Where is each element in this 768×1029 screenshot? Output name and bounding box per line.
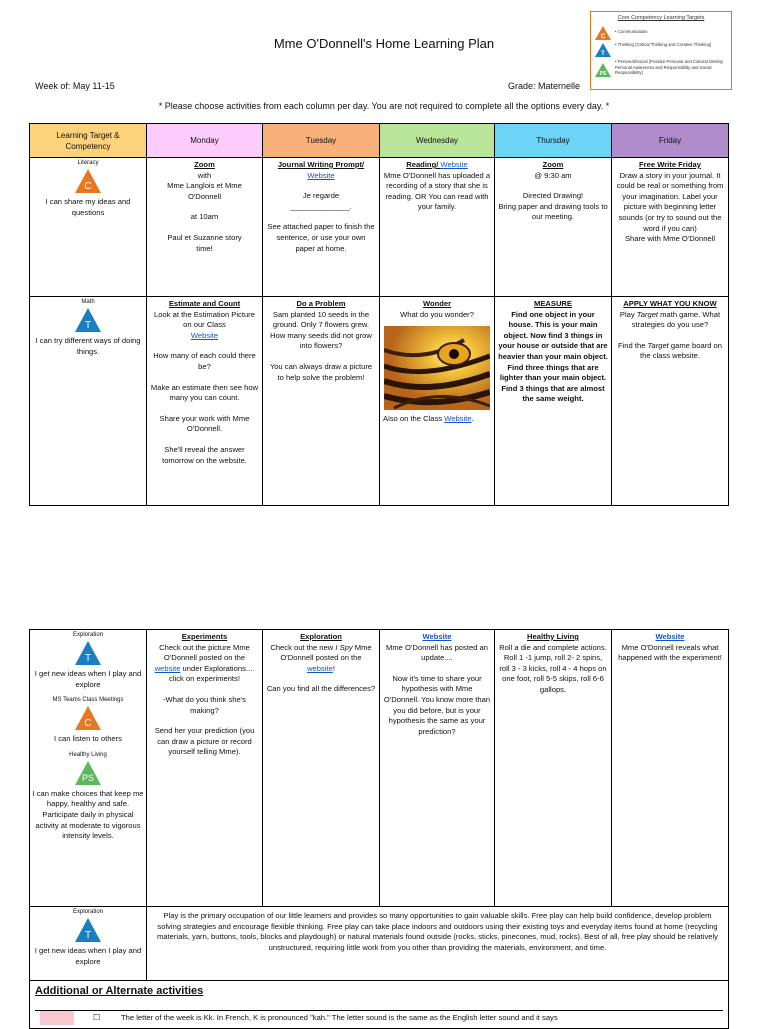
math-tuesday [263,297,380,506]
website-link[interactable]: Website [307,170,335,180]
additional-activity-item [35,1010,723,1025]
literacy-monday [147,158,263,297]
text-span: Target [647,340,669,350]
activity-heading: Zoom [542,160,564,169]
activity-line: @ 9:30 am [534,170,572,180]
additional-activities-row [30,981,729,1029]
exploration-tuesday [263,630,380,907]
legend-title: Core Competency Learning Targets [617,15,705,21]
website-link[interactable]: Website [655,632,685,641]
header-wednesday: Wednesday [380,124,495,158]
target-text: I can make choices that keep me happy, healthy and safe. [32,788,144,809]
subject-label: Literacy [77,160,99,166]
literacy-target-cell [30,158,147,297]
table-header-row [30,124,729,158]
text-span: Check out the new [270,642,336,652]
math-target-cell [30,297,147,506]
activity-line: at 10am [190,212,219,222]
website-link[interactable]: website [307,663,333,673]
activity-line: Now it's time to share your hypothesis with Mme O'Donnell. You know more than you did before, but is your hypothesis the same as your prediction? [383,673,491,736]
communication-triangle-icon [75,706,101,730]
personal-social-triangle-icon [75,761,101,785]
activity-line: Share with Mme O'Donnell [624,234,716,244]
exploration-target-cell [30,630,147,907]
competency-legend [590,11,732,90]
website-link[interactable]: Website [422,632,452,641]
activity-line: Paul et Suzanne story [167,232,242,242]
activity-line: Mme O'Donnell reveals what happened with the experiment! [618,642,722,663]
free-play-row [30,907,729,981]
header-thursday: Thursday [495,124,612,158]
header-learning-target: Learning Target & Competency [30,124,147,158]
activity-line: Can you find all the differences? [266,684,376,694]
instructions-note: * Please choose activities from each column per day. You are not required to complete all the options every day. * [158,101,610,111]
literacy-tuesday [263,158,380,297]
text-span: Target [636,309,659,319]
math-thursday [495,297,612,506]
text-span: Find the [617,340,648,350]
additional-activities-heading: Additional or Alternate activities [35,985,204,997]
thinking-triangle-icon [595,43,611,57]
activity-heading: Exploration [300,632,342,641]
activity-line: Send her your prediction (you can draw a picture or record yourself telling Mme). [154,726,255,757]
exploration-monday [147,630,263,907]
activity-line: What do you wonder? [400,309,474,319]
activity-heading: Free Write Friday [639,160,701,169]
text-span: Mme O'Donnell posted on the [280,642,372,663]
activity-line: Roll a die and complete actions. Roll 1 -1 jump, roll 2- 2 spins, roll 3 - 3 kicks, roll 4 - 4 hops on one foot, roll 5-5 skips, roll 6-6 gallops. [499,642,607,694]
subject-label: Healthy Living [69,751,107,758]
text-span: Play [619,309,637,319]
text-span: ! [332,663,335,673]
subject-label: Exploration [72,632,104,638]
activity-line: Bring paper and drawing tools to our meeting. [498,201,608,222]
svg-text:C: C [84,718,92,730]
page-title: Mme O'Donnell's Home Learning Plan [273,36,495,51]
activity-heading: Reading/ [406,160,441,169]
text-span: I Spy [335,642,353,652]
website-link[interactable]: website [154,663,181,673]
website-link[interactable]: Website [440,160,468,169]
thinking-triangle-icon [75,918,101,942]
activity-line: Make an estimate then see how many you can count. [150,382,259,403]
svg-text:T: T [84,320,92,331]
activity-line: Look at the Estimation Picture on our Class [154,309,255,330]
activity-line: Share your work with Mme O'Donnell. [159,413,250,434]
legend-thinking: • Thinking (Critical Thinking and Creative Thinking) [615,42,712,47]
activity-heading: Wonder [422,299,452,308]
activity-line: Directed Drawing! [522,191,584,201]
additional-activities-cell [30,981,729,1029]
activity-heading: Estimate and Count [168,299,241,308]
svg-text:C: C [84,181,92,192]
additional-activity-text: The letter of the week is Kk. In French, K is pronounced "kah." The letter sound is the same as the English letter sound and it says [121,1013,558,1022]
legend-communication: • Communication [615,29,648,34]
activity-line: She'll reveal the answer tomorrow on the website. [162,444,247,465]
svg-text:T: T [84,930,92,941]
activity-line: Je regarde [302,191,340,201]
activity-line: Mme O'Donnell has posted an update.... [386,642,488,663]
target-text: I can listen to others [54,734,122,744]
free-play-description: Play is the primary occupation of our little learners and provides so many opportunities to gain valuable skills. Free play can help build confidence, develop problem solving strategies and encourage flexible thinking. Free play can take place indoors and outdoors using their existing toys and everyday items found at home (recycling materials, yarn, buttons, tools, blocks and playdough) or natural materials found outside (rocks, sticks, pinecones, mud, rocks). Best of all, free play should be relatively unstructured, requiring little work from you other than providing the materials, environment, and time. [147,907,729,981]
website-link[interactable]: Website [190,330,219,340]
website-link[interactable]: Website [444,414,472,424]
thinking-triangle-icon [75,641,101,665]
literacy-thursday [495,158,612,297]
activity-line: Also on the Class [383,414,445,424]
svg-text:PS: PS [81,772,95,783]
header-monday: Monday [147,124,263,158]
text-span: under Explorations.... click on experiments! [169,663,255,684]
subject-label: MS Teams Class Meetings [52,697,124,704]
activity-line: You can always draw a picture to help solve the problem! [269,361,373,382]
activity-line: time! [196,243,213,253]
target-text: Participate daily in physical activity at moderate to vigorous intensity levels. [35,809,141,841]
activity-heading: MEASURE [534,299,572,308]
activity-line: -What do you think she's making? [163,694,246,715]
math-monday [147,297,263,506]
activity-line: O'Donnell [187,191,222,201]
communication-triangle-icon [595,26,611,40]
activity-line: Mme Langlois et Mme [167,181,242,191]
activity-line: with [197,170,212,180]
exploration-thursday [495,630,612,907]
literacy-friday [612,158,729,297]
activity-heading: Zoom [194,160,215,169]
text-span: Check out the picture Mme O'Donnell posted on the [159,642,250,663]
text-span: math game. What strategies do you use? [631,309,721,330]
activity-heading: Healthy Living [527,632,579,641]
exploration-row [30,630,729,907]
activity-heading: APPLY WHAT YOU KNOW [623,299,717,308]
weekly-plan-table-continued [29,629,729,1029]
text-span: game board on the class website. [640,340,722,361]
target-text: I can share my ideas and questions [45,197,131,217]
literacy-wednesday [380,158,495,297]
wonder-tiger-eye-image [384,326,490,410]
header-friday: Friday [612,124,729,158]
activity-heading: Do a Problem [296,299,346,308]
weekly-plan-table [29,123,729,506]
exploration-wednesday [380,630,495,907]
header-tuesday: Tuesday [263,124,380,158]
target-text: I can try different ways of doing things. [35,336,141,356]
math-friday [612,297,729,506]
exploration-friday [612,630,729,907]
svg-text:PS: PS [599,71,607,77]
week-label: Week of: May 11-15 [35,81,115,91]
activity-line: Find one object in your house. This is your main object. Now find 3 things in your house or outside that are heavier than your main object. Find three things that are lighter than your main object. Find 3 things that are almost the same weight. [498,309,608,404]
checkbox-icon[interactable]: ☐ [93,1013,101,1022]
activity-heading: Experiments [181,632,228,641]
legend-personal-social: • Personal/Social (Positive Personal and Cultural Identity, Personal Awareness and Responsibility and Social Responsibility) [615,59,724,75]
color-swatch [40,1011,74,1025]
activity-line: Sam planted 10 seeds in the ground. Only 7 flowers grew. How many seeds did not grow into flowers? [270,309,372,351]
literacy-row [30,158,729,297]
svg-text:C: C [600,34,606,40]
communication-triangle-icon [75,169,101,193]
grade-label: Grade: Maternelle [508,81,581,91]
svg-text:T: T [601,51,605,57]
target-text: I get new ideas when I play and explore [34,669,142,689]
math-row [30,297,729,506]
subject-label: Math [81,299,95,305]
math-wednesday: Wonder What do you wonder? Also on the Class Website. [380,297,495,506]
activity-line: See attached paper to finish the sentence, or use your own paper at home. [267,222,375,253]
thinking-triangle-icon [75,308,101,332]
target-text: I get new ideas when I play and explore [34,946,142,966]
subject-label: Exploration [72,909,104,915]
activity-heading: Journal Writing Prompt/ [277,160,365,169]
activity-line: ______________. [290,201,352,211]
activity-line: Draw a story in your journal. It could be real or something from your imagination. Label your picture with beginning letter sounds (or try to sound out the word if you can) [616,170,724,233]
activity-line: How many of each could there be? [153,351,256,371]
personal-social-triangle-icon [595,63,611,77]
play-target-cell [30,907,147,981]
svg-text:T: T [84,653,92,664]
activity-line: Mme O'Donnell has uploaded a recording of a story that she is reading. OR You can read with your family. [383,170,491,212]
